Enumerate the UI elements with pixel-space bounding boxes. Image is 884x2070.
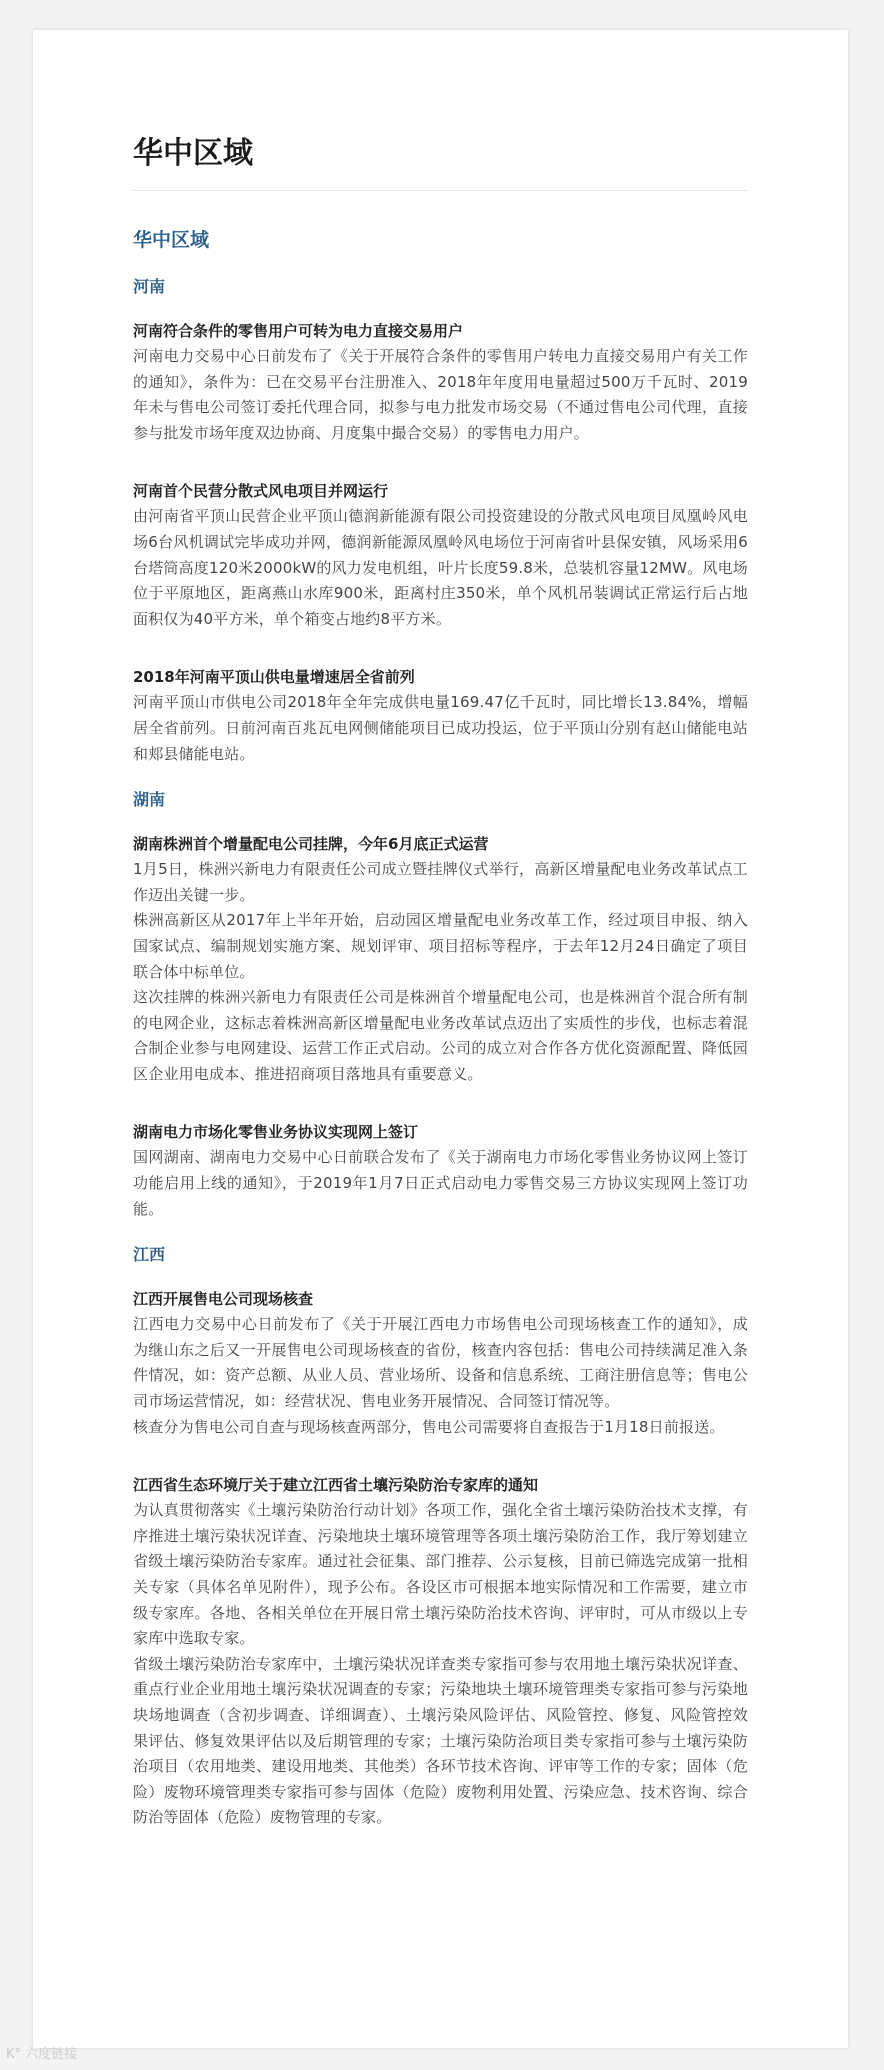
article-spacer <box>133 1440 748 1454</box>
article-title: 2018年河南平顶山供电量增速居全省前列 <box>133 668 415 687</box>
article <box>133 478 748 646</box>
document-content <box>133 30 748 1831</box>
article-paragraph: 江西电力交易中心日前发布了《关于开展江西电力市场售电公司现场核查工作的通知》，成为继山东之后又一开展售电公司现场核查的省份，核查内容包括：售电公司持续满足准入条件情况，如：资产总额、从业人员、营业场所、设备和信息系统、工商注册信息等；售电公司市场运营情况，如：经营状况、售电业务开展情况、合同签订情况等。 <box>133 1315 748 1411</box>
article-paragraph: 由河南省平顶山民营企业平顶山德润新能源有限公司投资建设的分散式风电项目凤凰岭风电场6台风机调试完毕成功并网，德润新能源凤凰岭风电场位于河南省叶县保安镇，风场采用6台塔筒高度120米2000kW的风力发电机组，叶片长度59.8米，总装机容量12MW。风电场位于平原地区，距离燕山水库900米，距离村庄350米，单个风机吊装调试正常运行后占地面积仅为40平方米，单个箱变占地约8平方米。 <box>133 507 748 628</box>
document-page <box>33 30 848 2048</box>
sections-container <box>133 274 748 1831</box>
article-paragraph: 河南电力交易中心日前发布了《关于开展符合条件的零售用户转电力直接交易用户有关工作的通知》，条件为：已在交易平台注册准入、2018年年度用电量超过500万千瓦时、2019年未与售电公司签订委托代理合同，拟参与电力批发市场交易（不通过售电公司代理，直接参与批发市场年度双边协商、月度集中撮合交易）的零售电力用户。 <box>133 347 748 442</box>
article-paragraph: 株洲高新区从2017年上半年开始，启动园区增量配电业务改革工作，经过项目申报、纳入国家试点、编制规划实施方案、规划评审、项目招标等程序，于去年12月24日确定了项目联合体中标单位。 <box>133 911 748 981</box>
article <box>133 1286 748 1454</box>
article <box>133 1472 748 1831</box>
article-title: 河南符合条件的零售用户可转为电力直接交易用户 <box>133 322 464 340</box>
article <box>133 831 748 1101</box>
article-title: 湖南株洲首个增量配电公司挂牌，今年6月底正式运营 <box>133 835 489 854</box>
watermark-text: K° 六度链接 <box>6 2047 78 2062</box>
article-title: 江西省生态环境厅关于建立江西省土壤污染防治专家库的通知 <box>133 1476 539 1495</box>
article-title: 河南首个民营分散式风电项目并网运行 <box>133 482 389 501</box>
article-paragraph: 这次挂牌的株洲兴新电力有限责任公司是株洲首个增量配电公司，也是株洲首个混合所有制的电网企业，这标志着株洲高新区增量配电业务改革试点迈出了实质性的步伐，也标志着混合制企业参与电网建设、运营工作正式启动。公司的成立对合作各方优化资源配置、降低园区企业用电成本、推进招商项目落地具有重要意义。 <box>133 988 748 1083</box>
article-paragraph: 1月5日，株洲兴新电力有限责任公司成立暨挂牌仪式举行，高新区增量配电业务改革试点工作迈出关键一步。 <box>133 860 748 904</box>
article <box>133 1119 748 1222</box>
article-paragraph: 国网湖南、湖南电力交易中心日前联合发布了《关于湖南电力市场化零售业务协议网上签订功能启用上线的通知》，于2019年1月7日正式启动电力零售交易三方协议实现网上签订功能。 <box>133 1148 748 1218</box>
article-spacer <box>133 446 748 460</box>
province-heading: 江西 <box>133 1245 166 1265</box>
article-paragraph: 河南平顶山市供电公司2018年全年完成供电量169.47亿千瓦时，同比增长13.84%，增幅居全省前列。日前河南百兆瓦电网侧储能项目已成功投运，位于平顶山分别有赵山储能电站和郏县储能电站。 <box>133 693 748 763</box>
article-spacer <box>133 1087 748 1101</box>
article-paragraph: 省级土壤污染防治专家库中，土壤污染状况详查类专家指可参与农用地土壤污染状况详查、重点行业企业用地土壤污染状况调查的专家；污染地块土壤环境管理类专家指可参与污染地块场地调查（含初步调查、详细调查）、土壤污染风险评估、风险管控、修复、风险管控效果评估、修复效果评估以及后期管理的专家；土壤污染防治项目类专家指可参与土壤污染防治项目（农用地类、建设用地类、其他类）各环节技术咨询、评审等工作的专家；固体（危险）废物环境管理类专家指可参与固体（危险）废物利用处置、污染应急、技术咨询、综合防治等固体（危险）废物管理的专家。 <box>133 1654 748 1827</box>
article <box>133 318 748 460</box>
article <box>133 664 748 767</box>
article-title: 湖南电力市场化零售业务协议实现网上签订 <box>133 1123 419 1142</box>
article-paragraph: 为认真贯彻落实《土壤污染防治行动计划》各项工作，强化全省土壤污染防治技术支撑，有序推进土壤污染状况详查、污染地块土壤环境管理等各项土壤污染防治工作，我厅筹划建立省级土壤污染防治专家库。通过社会征集、部门推荐、公示复核，目前已筛选完成第一批相关专家（具体名单见附件），现予公布。各设区市可根据本地实际情况和工作需要，建立市级专家库。各地、各相关单位在开展日常土壤污染防治技术咨询、评审时，可从市级以上专家库中选取专家。 <box>133 1501 748 1648</box>
page-title: 华中区域 <box>133 128 748 191</box>
region-heading: 华中区域 <box>133 229 210 251</box>
province-heading: 河南 <box>133 277 166 296</box>
article-title: 江西开展售电公司现场核查 <box>133 1290 314 1309</box>
province-heading: 湖南 <box>133 790 166 810</box>
article-spacer <box>133 632 748 646</box>
article-paragraph: 核查分为售电公司自查与现场核查两部分，售电公司需要将自查报告于1月18日前报送。 <box>133 1417 725 1436</box>
